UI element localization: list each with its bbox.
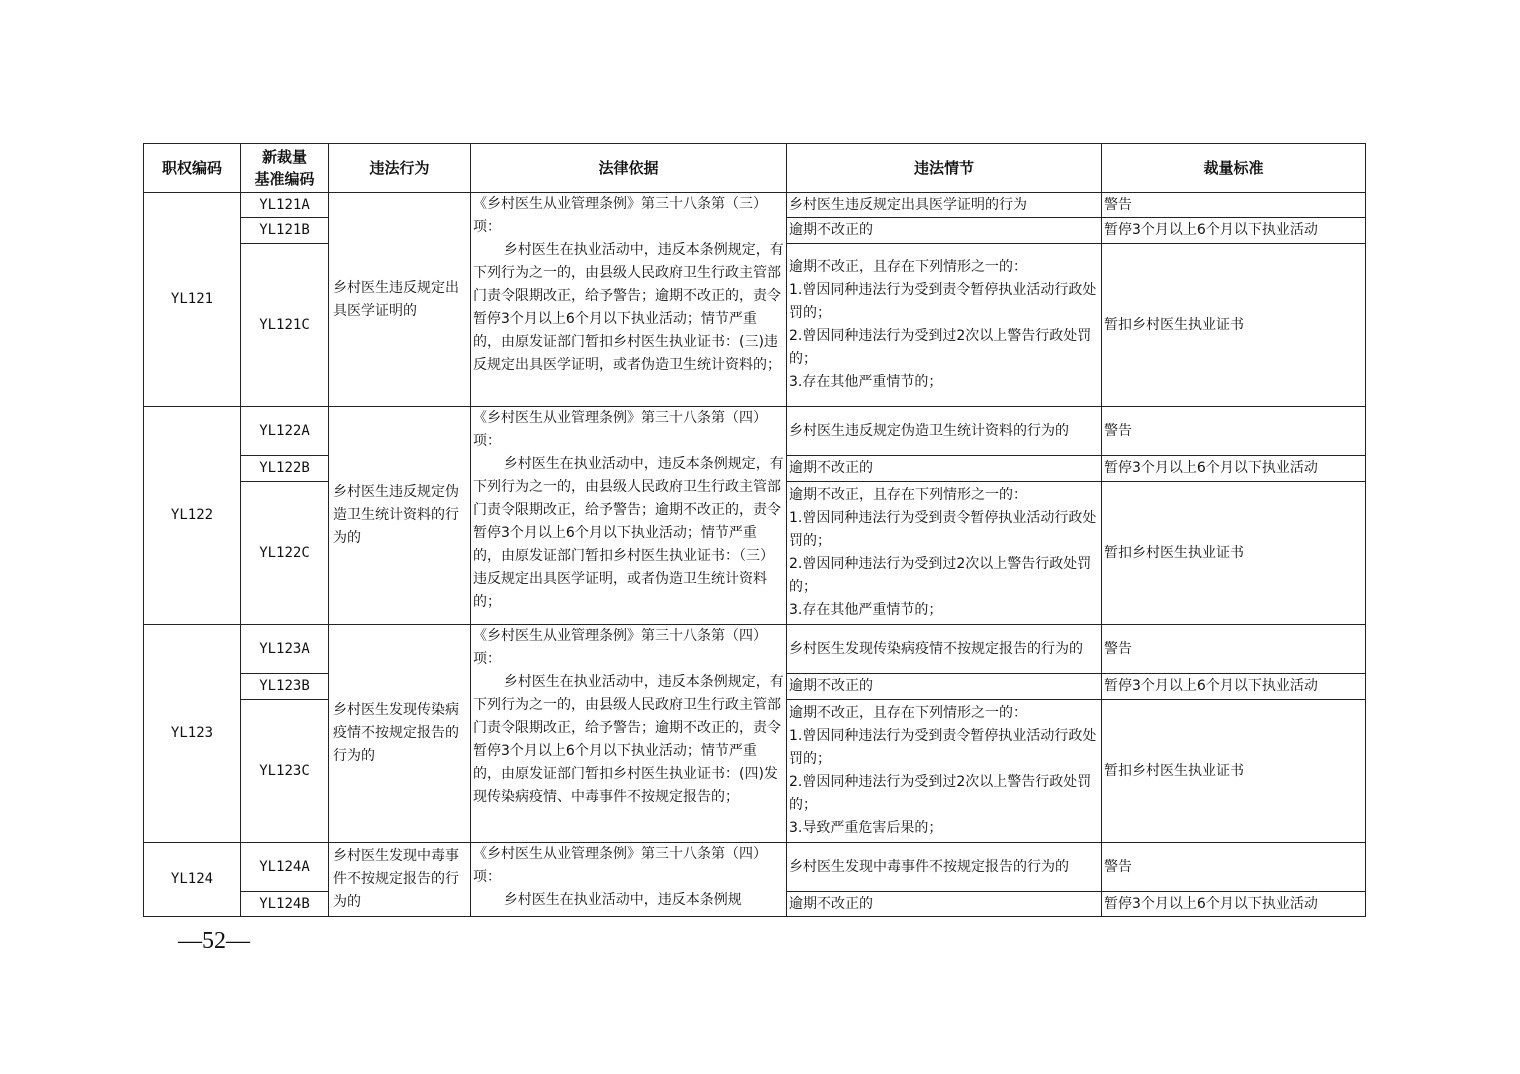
violation-text: 乡村医生发现传染病疫情不按规定报告的行为的 bbox=[329, 625, 471, 843]
authority-code: YL123 bbox=[144, 625, 241, 843]
legal-basis: 《乡村医生从业管理条例》第三十八条第（四）项： 乡村医生在执业活动中，违反本条例规定，有下列行为之一的，由县级人民政府卫生行政主管部门责令限期改正，给予警告；逾期不改正的，责令暂停3个月以上6个月以下执业活动；情节严重的，由原发证部门暂扣乡村医生执业证书：(四)发现传染病疫情、中毒事件不按规定报告的； bbox=[471, 625, 787, 843]
violation-text: 乡村医生发现中毒事件不按规定报告的行为的 bbox=[329, 843, 471, 917]
sub-code: YL122B bbox=[241, 456, 329, 482]
sub-code: YL123B bbox=[241, 674, 329, 700]
header-violation: 违法行为 bbox=[329, 144, 471, 193]
sub-code: YL124A bbox=[241, 843, 329, 892]
header-standard-code: 新裁量 基准编码 bbox=[241, 144, 329, 193]
authority-code: YL124 bbox=[144, 843, 241, 917]
standard: 警告 bbox=[1102, 625, 1366, 674]
circumstance: 逾期不改正的 bbox=[787, 674, 1102, 700]
discretion-table bbox=[143, 143, 1366, 917]
standard: 警告 bbox=[1102, 407, 1366, 456]
table-row bbox=[144, 407, 1366, 456]
standard: 警告 bbox=[1102, 843, 1366, 892]
sub-code: YL122C bbox=[241, 482, 329, 625]
circumstance: 逾期不改正的 bbox=[787, 218, 1102, 244]
authority-code: YL121 bbox=[144, 193, 241, 407]
standard: 暂停3个月以上6个月以下执业活动 bbox=[1102, 892, 1366, 917]
sub-code: YL123C bbox=[241, 700, 329, 843]
standard: 暂停3个月以上6个月以下执业活动 bbox=[1102, 456, 1366, 482]
standard: 暂停3个月以上6个月以下执业活动 bbox=[1102, 674, 1366, 700]
sub-code: YL124B bbox=[241, 892, 329, 917]
header-circumstance: 违法情节 bbox=[787, 144, 1102, 193]
sub-code: YL122A bbox=[241, 407, 329, 456]
circumstance: 逾期不改正的 bbox=[787, 892, 1102, 917]
circumstance: 乡村医生违反规定出具医学证明的行为 bbox=[787, 193, 1102, 218]
legal-basis: 《乡村医生从业管理条例》第三十八条第（四）项： 乡村医生在执业活动中，违反本条例规 bbox=[471, 843, 787, 917]
sub-code: YL121C bbox=[241, 244, 329, 407]
circumstance: 逾期不改正，且存在下列情形之一的： 1.曾因同种违法行为受到责令暂停执业活动行政处罚的； 2.曾因同种违法行为受到过2次以上警告行政处罚的； 3.存在其他严重情节的； bbox=[787, 482, 1102, 625]
circumstance: 逾期不改正，且存在下列情形之一的： 1.曾因同种违法行为受到责令暂停执业活动行政处罚的； 2.曾因同种违法行为受到过2次以上警告行政处罚的； 3.导致严重危害后果的； bbox=[787, 700, 1102, 843]
standard: 暂停3个月以上6个月以下执业活动 bbox=[1102, 218, 1366, 244]
legal-basis: 《乡村医生从业管理条例》第三十八条第（四）项： 乡村医生在执业活动中，违反本条例规定，有下列行为之一的，由县级人民政府卫生行政主管部门责令限期改正，给予警告；逾期不改正的，责令暂停3个月以上6个月以下执业活动；情节严重的，由原发证部门暂扣乡村医生执业证书：（三）违反规定出具医学证明，或者伪造卫生统计资料的； bbox=[471, 407, 787, 625]
sub-code: YL121A bbox=[241, 193, 329, 218]
legal-basis: 《乡村医生从业管理条例》第三十八条第（三）项： 乡村医生在执业活动中，违反本条例规定，有下列行为之一的，由县级人民政府卫生行政主管部门责令限期改正，给予警告；逾期不改正的，责令暂停3个月以上6个月以下执业活动；情节严重的，由原发证部门暂扣乡村医生执业证书：(三)违反规定出具医学证明，或者伪造卫生统计资料的； bbox=[471, 193, 787, 407]
header-standard: 裁量标准 bbox=[1102, 144, 1366, 193]
standard: 警告 bbox=[1102, 193, 1366, 218]
header-row bbox=[144, 144, 1366, 193]
page-number: —52— bbox=[178, 928, 250, 954]
table-row bbox=[144, 843, 1366, 892]
circumstance: 乡村医生违反规定伪造卫生统计资料的行为的 bbox=[787, 407, 1102, 456]
circumstance: 逾期不改正的 bbox=[787, 456, 1102, 482]
table-row bbox=[144, 625, 1366, 674]
header-authority-code: 职权编码 bbox=[144, 144, 241, 193]
table-row bbox=[144, 193, 1366, 218]
sub-code: YL123A bbox=[241, 625, 329, 674]
standard: 暂扣乡村医生执业证书 bbox=[1102, 244, 1366, 407]
authority-code: YL122 bbox=[144, 407, 241, 625]
header-legal-basis: 法律依据 bbox=[471, 144, 787, 193]
violation-text: 乡村医生违反规定伪造卫生统计资料的行为的 bbox=[329, 407, 471, 625]
sub-code: YL121B bbox=[241, 218, 329, 244]
circumstance: 乡村医生发现传染病疫情不按规定报告的行为的 bbox=[787, 625, 1102, 674]
circumstance: 逾期不改正，且存在下列情形之一的： 1.曾因同种违法行为受到责令暂停执业活动行政处罚的； 2.曾因同种违法行为受到过2次以上警告行政处罚的； 3.存在其他严重情节的； bbox=[787, 244, 1102, 407]
standard: 暂扣乡村医生执业证书 bbox=[1102, 482, 1366, 625]
circumstance: 乡村医生发现中毒事件不按规定报告的行为的 bbox=[787, 843, 1102, 892]
standard: 暂扣乡村医生执业证书 bbox=[1102, 700, 1366, 843]
violation-text: 乡村医生违反规定出具医学证明的 bbox=[329, 193, 471, 407]
